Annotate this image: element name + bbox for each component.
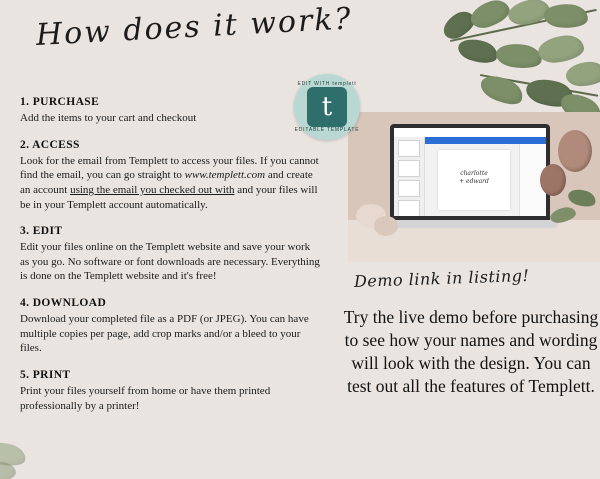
step-item-access <box>20 139 320 213</box>
templett-link[interactable]: www.templett.com <box>184 169 266 182</box>
step-body: Download your completed file as a PDF (or JPEG). You can have multiple copies per page, add crop marks and/or a bleed to your files. <box>20 313 309 355</box>
eucalyptus-leaves-decoration <box>330 0 600 130</box>
templett-logo-icon: t <box>307 87 347 127</box>
promo-paragraph: Try the live demo before purchasing to see how your names and wording will look with the design. You can test out all the features of Templett. <box>343 307 599 397</box>
step-body-part2: and create an account <box>20 169 313 196</box>
laptop-screen <box>390 124 550 220</box>
laptop-device <box>390 124 550 228</box>
editor-blue-toolbar <box>424 137 546 144</box>
step-item-edit <box>20 225 320 284</box>
page-title: How does it work? <box>35 1 354 53</box>
pinecone-decoration <box>540 164 566 196</box>
step-body: Print your files yourself from home or have them printed professionally by a printer! <box>20 384 271 412</box>
step-body-part3: and your files will be in your Templett account automatically. <box>20 183 318 211</box>
step-heading: 1. PURCHASE <box>20 96 100 108</box>
step-item-download <box>20 297 320 356</box>
bottom-left-decoration <box>0 409 120 479</box>
card-line-2: + edward <box>459 177 489 185</box>
editor-canvas <box>438 150 510 210</box>
step-heading: 5. PRINT <box>20 368 71 381</box>
editor-page-thumbnails <box>394 137 425 216</box>
thumbnail <box>398 160 420 177</box>
step-item-purchase <box>20 96 320 126</box>
right-column <box>294 0 600 479</box>
step-heading: 2. ACCESS <box>20 138 80 151</box>
step-body: Edit your files online on the Templett website and save your work as you go. No software or font downloads are necessary. Everything is done on the Templett website and it's free! <box>20 241 320 283</box>
demo-link-script-text: Demo link in listing! <box>353 265 530 291</box>
step-body: Add the items to your cart and checkout <box>20 112 197 124</box>
laptop-base <box>382 220 558 228</box>
thumbnail <box>398 200 420 216</box>
badge-top-text: EDIT WITH templett <box>297 81 357 87</box>
thumbnail <box>398 180 420 197</box>
card-preview-text <box>438 170 510 186</box>
badge-bottom-text: EDITABLE TEMPLATE <box>294 127 360 133</box>
step-body-part1: Look for the email from Templett to access your files. If you cannot find the email, you can go straight to <box>20 154 319 182</box>
templett-editor-preview <box>394 128 546 216</box>
thumbnail <box>398 140 420 157</box>
step-body-underlined: using the email you checked out with <box>70 183 235 196</box>
pinecone-decoration <box>558 130 592 172</box>
dried-flower-decoration <box>374 216 398 236</box>
step-body <box>20 154 320 213</box>
laptop-photo <box>348 112 600 262</box>
editable-template-badge <box>294 74 360 140</box>
card-line-1: charlotte <box>460 170 488 177</box>
step-heading: 4. DOWNLOAD <box>20 297 107 309</box>
steps-list <box>20 96 320 426</box>
step-item-print <box>20 369 320 413</box>
step-heading: 3. EDIT <box>20 225 63 238</box>
